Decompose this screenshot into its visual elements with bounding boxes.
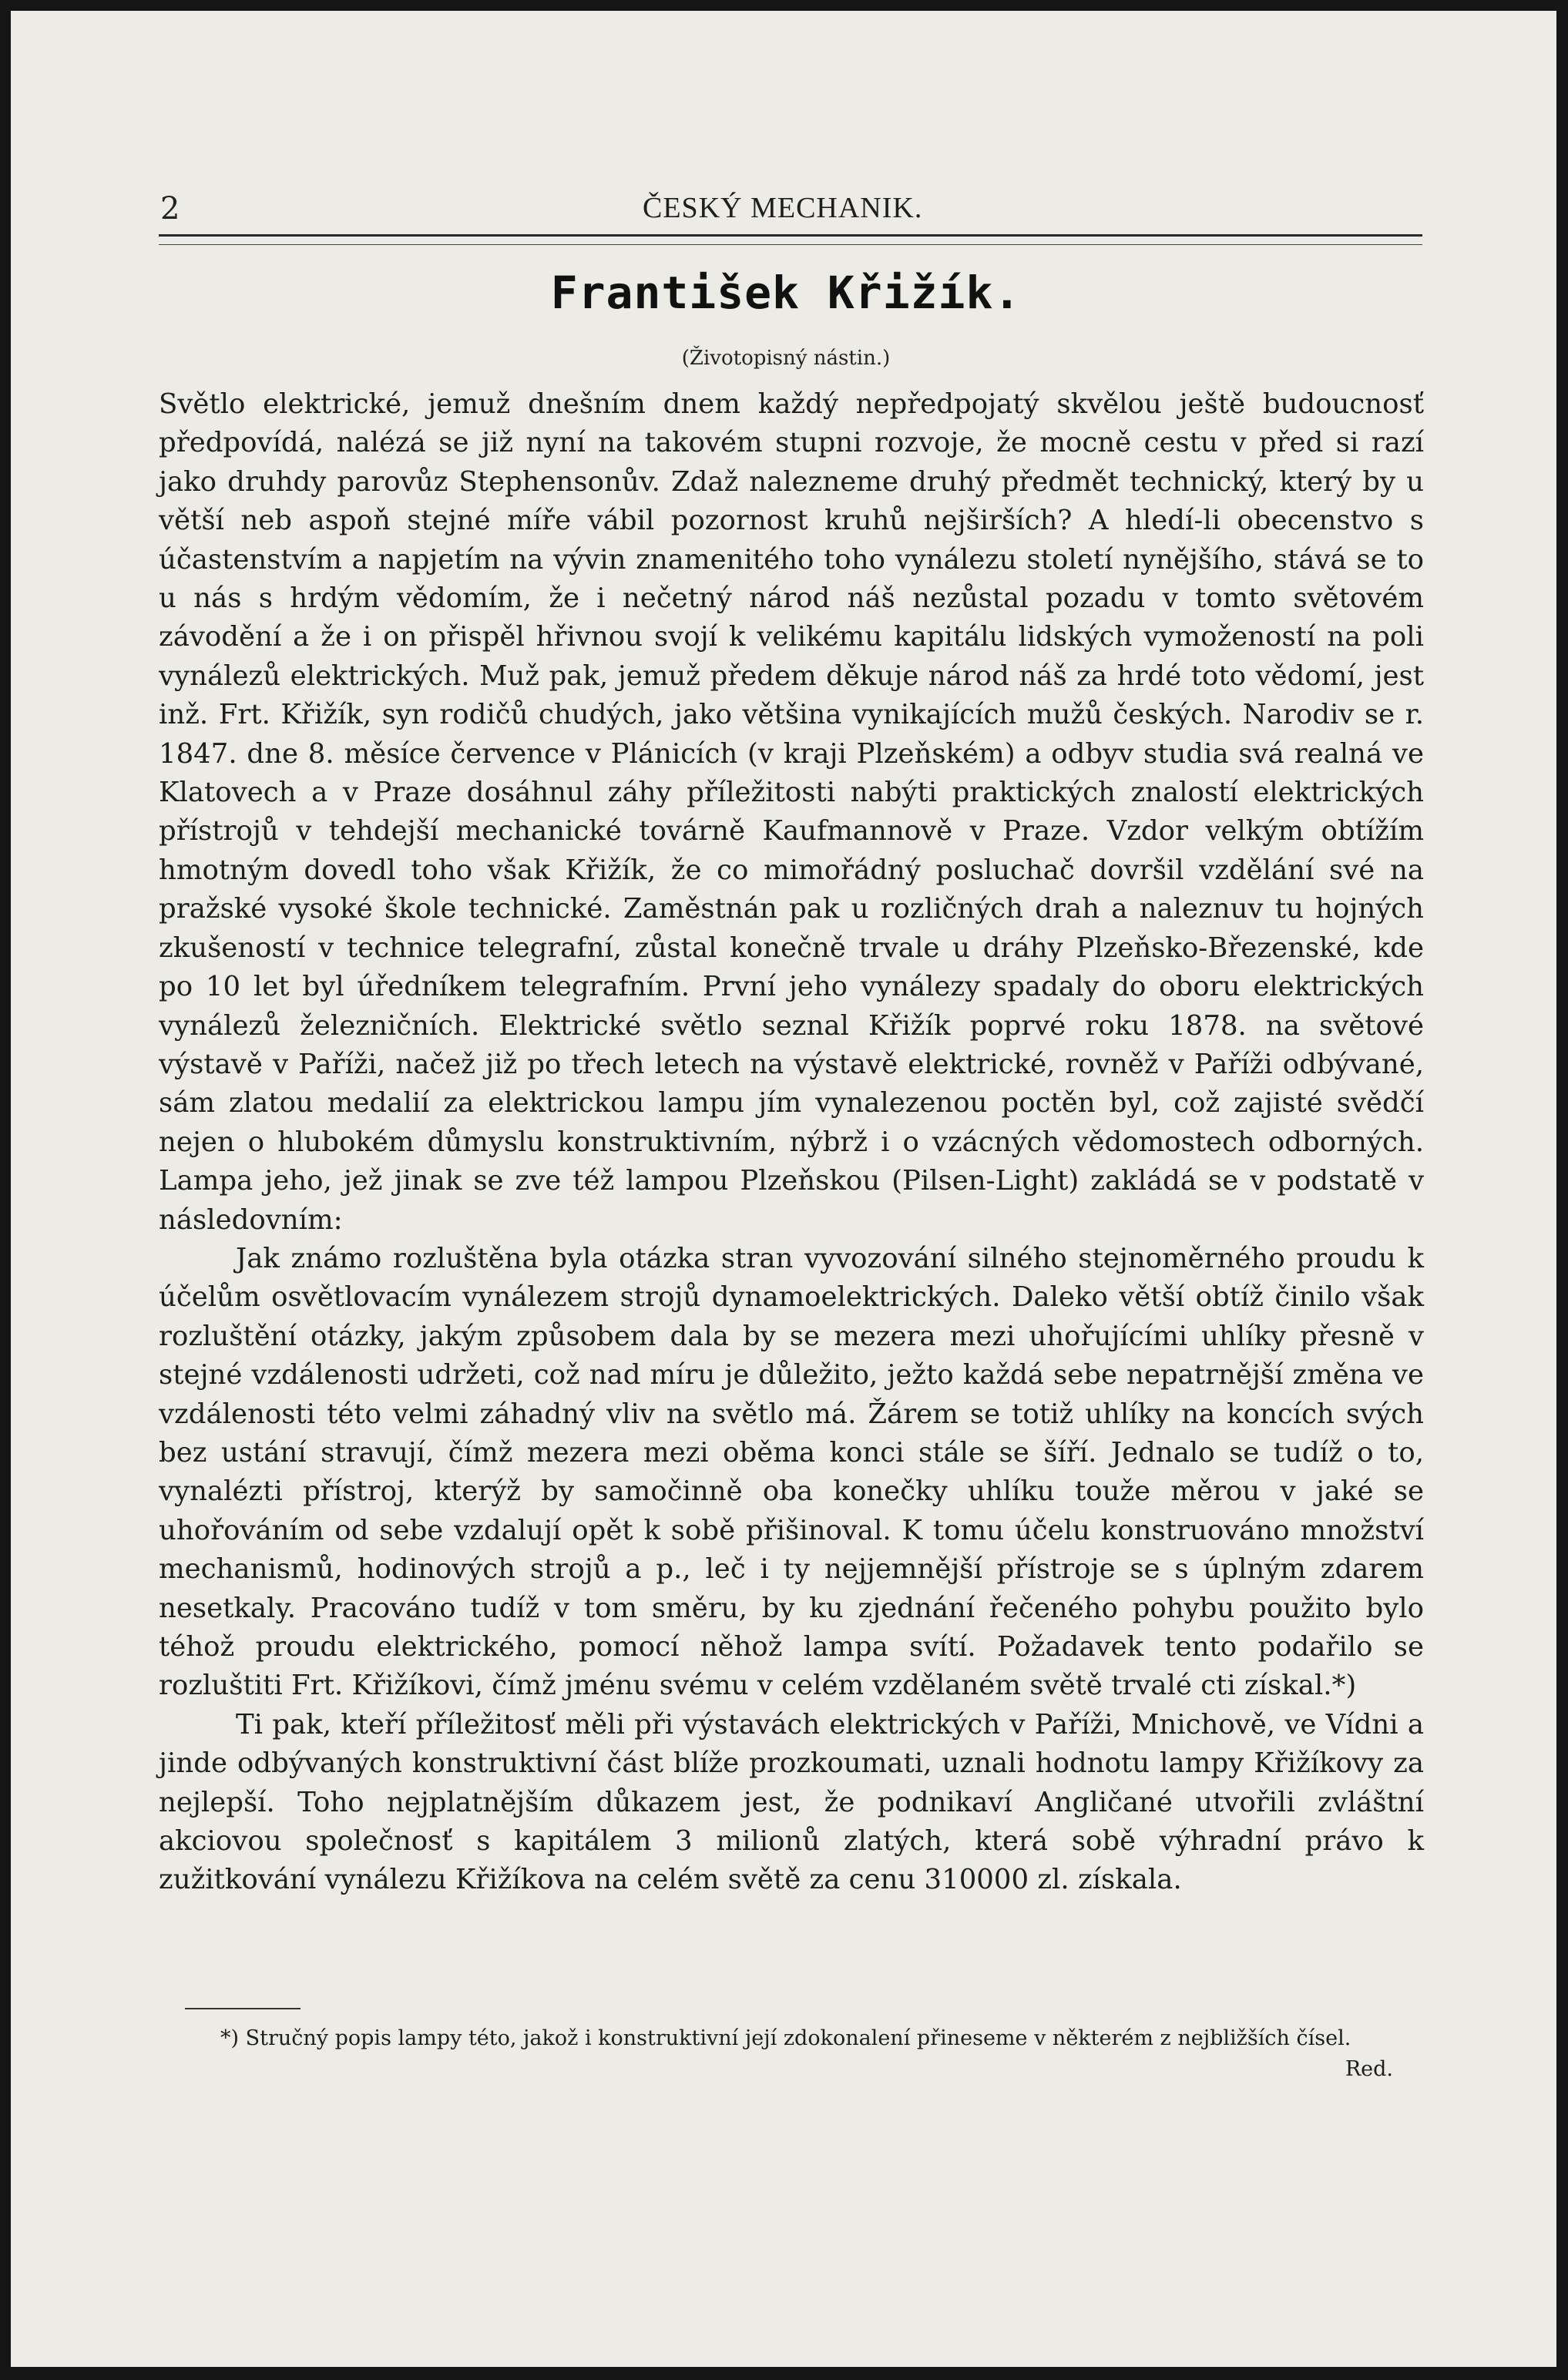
header-rule bbox=[159, 234, 1422, 245]
article-subtitle: (Životopisný nástin.) bbox=[681, 347, 891, 370]
footnote-rule bbox=[185, 2008, 301, 2009]
page-number: 2 bbox=[160, 191, 180, 227]
editor-signature: Red. bbox=[1345, 2057, 1393, 2081]
article-title: František Křižík. bbox=[550, 267, 1022, 319]
footnote bbox=[159, 2023, 1424, 2081]
paragraph: Jak známo rozluštěna byla otázka stran vyvozování silného stejnoměrného proudu k účelům osvětlovacím vynálezem strojů dynamoelektrických. Daleko větší obtíž činilo však rozluštění otázky, jakým způsobem dala by se mezera mezi uhořujícími uhlíky přesně v stejné vzdálenosti udržeti, což nad míru je důležito, ježto každá sebe nepatrnější změna ve vzdálenosti této velmi záhadný vliv na světlo má. Žárem se totiž uhlíky na koncích svých bez ustání stravují, čímž mezera mezi oběma konci stále se šíří. Jednalo se tudíž o to, vynalézti přístroj, kterýž by samočinně oba konečky uhlíku touže měrou v jaké se uhořováním od sebe vzdalují opět k sobě přišinoval. K tomu účelu konstruováno množství mechanismů, hodinových strojů a p., leč i ty nejjemnější přístroje se s úplným zdarem nesetkaly. Pracováno tudíž v tom směru, by ku zjednání řečeného pohybu použito bylo téhož proudu elektrického, pomocí něhož lampa svítí. Požadavek tento podařilo se rozluštiti Frt. Křižíkovi, čímž jménu svému v celém vzdělaném světě trvalé cti získal.*) bbox=[159, 1242, 1424, 1702]
running-head: ČESKÝ MECHANIK. bbox=[643, 192, 923, 224]
paragraph: Ti pak, kteří příležitosť měli při výstavách elektrických v Paříži, Mnichově, ve Vídni a jinde odbývaných konstruktivní část blíže prozkoumati, uznali hodnotu lampy Křižíkovy za nejlepší. Toho nejplatnějším důkazem jest, že podnikaví Angličané utvořili zvláštní akciovou společnosť s kapitálem 3 milionů zlatých, která sobě výhradní právo k zužitkování vynálezu Křižíkova na celém světě za cenu 310000 zl. získala. bbox=[159, 1708, 1424, 1896]
footnote-text: *) Stručný popis lampy této, jakož i konstruktivní její zdokonalení přineseme v některém z nejbližších čísel. bbox=[220, 2026, 1351, 2050]
page-header bbox=[160, 191, 1424, 230]
article-body bbox=[159, 385, 1424, 1900]
paragraph: Světlo elektrické, jemuž dnešním dnem každý nepředpojatý skvělou ještě budoucnosť předpovídá, nalézá se již nyní na takovém stupni rozvoje, že mocně cestu v před si razí jako druhdy parovůz Stephensonův. Zdaž nalezneme druhý předmět technický, který by u větší neb aspoň stejné míře vábil pozornost kruhů nejširších? A hledí-li obecenstvo s účastenstvím a napjetím na vývin znamenitého toho vynálezu století nynějšího, stává se to u nás s hrdým vědomím, že i nečetný národ náš nezůstal pozadu v tomto světovém závodění a že i on přispěl hřivnou svojí k velikému kapitálu lidských vymožeností na poli vynálezů elektrických. Muž pak, jemuž předem děkuje národ náš za hrdé toto vědomí, jest inž. Frt. Křižík, syn rodičů chudých, jako většina vynikajících mužů českých. Narodiv se r. 1847. dne 8. měsíce července v Plánicích (v kraji Plzeňském) a odbyv studia svá realná ve Klatovech a v Praze dosáhnul záhy příležitosti nabýti praktických znalostí elektrických přístrojů v tehdejší mechanické továrně Kaufmannově v Praze. Vzdor velkým obtížím hmotným dovedl toho však Křižík, že co mimořádný posluchač dovršil vzdělání své na pražské vysoké škole technické. Zaměstnán pak u rozličných drah a naleznuv tu hojných zkušeností v technice telegrafní, zůstal konečně trvale u dráhy Plzeňsko-Březenské, kde po 10 let byl úředníkem telegrafním. První jeho vynálezy spadaly do oboru elektrických vynálezů železničních. Elektrické světlo seznal Křižík poprvé roku 1878. na světové výstavě v Paříži, načež již po třech letech na výstavě elektrické, rovněž v Paříži odbývané, sám zlatou medalií za elektrickou lampu jím vynalezenou poctěn byl, což zajisté svědčí nejen o hlubokém důmyslu konstruktivním, nýbrž i o vzácných vědomostech odborných. Lampa jeho, jež jinak se zve též lampou Plzeňskou (Pilsen-Light) zakládá se v podstatě v následovním: bbox=[159, 388, 1424, 1236]
